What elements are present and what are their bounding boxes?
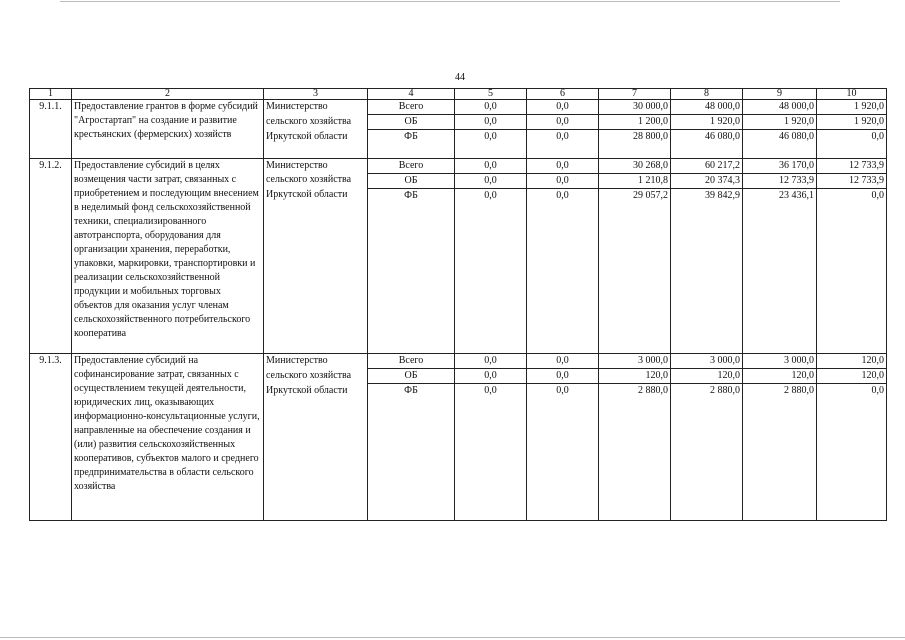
cell-value: 29 057,2 — [599, 188, 671, 354]
cell-value: 0,0 — [455, 158, 527, 173]
cell-value: 46 080,0 — [671, 130, 743, 159]
header-cell: 8 — [671, 89, 743, 100]
cell-value: 0,0 — [527, 354, 599, 369]
cell-value: 28 800,0 — [599, 130, 671, 159]
cell-value: 0,0 — [455, 384, 527, 521]
cell-value: 0,0 — [527, 369, 599, 384]
row-code: 9.1.2. — [30, 158, 72, 354]
row-code: 9.1.1. — [30, 100, 72, 159]
cell-value: 3 000,0 — [671, 354, 743, 369]
header-cell: 1 — [30, 89, 72, 100]
cell-value: 48 000,0 — [671, 100, 743, 115]
cell-value: 120,0 — [671, 369, 743, 384]
scan-edge-bottom — [0, 637, 905, 638]
table-header-row — [30, 89, 887, 100]
cell-value: 46 080,0 — [743, 130, 817, 159]
cell-value: 3 000,0 — [743, 354, 817, 369]
cell-value: 0,0 — [455, 354, 527, 369]
cell-value: 36 170,0 — [743, 158, 817, 173]
row-executor: Министерство — [264, 100, 368, 115]
cell-value: 30 268,0 — [599, 158, 671, 173]
header-cell: 7 — [599, 89, 671, 100]
cell-value: 0,0 — [527, 115, 599, 130]
table-row — [30, 354, 887, 369]
cell-value: 0,0 — [527, 130, 599, 159]
cell-value: 0,0 — [527, 188, 599, 354]
row-source: ОБ — [368, 369, 455, 384]
row-title: Предоставление грантов в форме субсидий "Агростартап" на создание и развитие крестьянских (фермерских) хозяйств — [72, 100, 264, 159]
cell-value: 0,0 — [817, 188, 887, 354]
cell-value: 0,0 — [455, 130, 527, 159]
cell-value: 3 000,0 — [599, 354, 671, 369]
row-executor: Иркутской области — [264, 188, 368, 354]
cell-value: 120,0 — [817, 354, 887, 369]
header-cell: 9 — [743, 89, 817, 100]
cell-value: 0,0 — [455, 369, 527, 384]
budget-table — [29, 88, 887, 521]
cell-value: 1 920,0 — [817, 100, 887, 115]
cell-value: 2 880,0 — [743, 384, 817, 521]
header-cell: 4 — [368, 89, 455, 100]
row-code: 9.1.3. — [30, 354, 72, 521]
cell-value: 0,0 — [455, 115, 527, 130]
row-executor: Иркутской области — [264, 130, 368, 159]
header-cell: 10 — [817, 89, 887, 100]
row-executor: Министерство — [264, 354, 368, 369]
header-cell: 6 — [527, 89, 599, 100]
row-source: ОБ — [368, 173, 455, 188]
cell-value: 2 880,0 — [599, 384, 671, 521]
cell-value: 1 200,0 — [599, 115, 671, 130]
cell-value: 0,0 — [817, 384, 887, 521]
cell-value: 0,0 — [527, 384, 599, 521]
cell-value: 120,0 — [817, 369, 887, 384]
cell-value: 120,0 — [599, 369, 671, 384]
table-row — [30, 158, 887, 173]
cell-value: 0,0 — [527, 158, 599, 173]
row-source: Всего — [368, 354, 455, 369]
header-cell: 5 — [455, 89, 527, 100]
cell-value: 1 920,0 — [743, 115, 817, 130]
cell-value: 12 733,9 — [817, 173, 887, 188]
cell-value: 23 436,1 — [743, 188, 817, 354]
cell-value: 1 920,0 — [817, 115, 887, 130]
cell-value: 60 217,2 — [671, 158, 743, 173]
row-source: ФБ — [368, 130, 455, 159]
cell-value: 0,0 — [455, 100, 527, 115]
row-source: ФБ — [368, 188, 455, 354]
cell-value: 30 000,0 — [599, 100, 671, 115]
row-executor: Иркутской области — [264, 384, 368, 521]
cell-value: 12 733,9 — [817, 158, 887, 173]
cell-value: 0,0 — [455, 173, 527, 188]
row-executor: сельского хозяйства — [264, 115, 368, 130]
cell-value: 39 842,9 — [671, 188, 743, 354]
cell-value: 48 000,0 — [743, 100, 817, 115]
row-source: Всего — [368, 100, 455, 115]
row-title: Предоставление субсидий на софинансирование затрат, связанных с осуществлением текущей деятельности, юридических лиц, оказывающих информационно-консультационные услуги, направленные на обеспечение создания и (или) развития сельскохозяйственных кооперативов, субъектов малого и среднего предпринимательства в области сельского хозяйства — [72, 354, 264, 521]
cell-value: 20 374,3 — [671, 173, 743, 188]
header-cell: 2 — [72, 89, 264, 100]
cell-value: 12 733,9 — [743, 173, 817, 188]
row-executor: Министерство — [264, 158, 368, 173]
row-source: ФБ — [368, 384, 455, 521]
cell-value: 0,0 — [527, 173, 599, 188]
row-source: ОБ — [368, 115, 455, 130]
cell-value: 0,0 — [817, 130, 887, 159]
row-executor: сельского хозяйства — [264, 173, 368, 188]
page-number: 44 — [455, 72, 465, 83]
row-executor: сельского хозяйства — [264, 369, 368, 384]
cell-value: 1 210,8 — [599, 173, 671, 188]
row-source: Всего — [368, 158, 455, 173]
cell-value: 120,0 — [743, 369, 817, 384]
scan-edge-top — [60, 1, 840, 2]
cell-value: 0,0 — [527, 100, 599, 115]
table-row — [30, 100, 887, 115]
cell-value: 1 920,0 — [671, 115, 743, 130]
header-cell: 3 — [264, 89, 368, 100]
cell-value: 2 880,0 — [671, 384, 743, 521]
row-title: Предоставление субсидий в целях возмещения части затрат, связанных с приобретением и последующим внесением в неделимый фонд сельскохозяйственной техники, специализированного автотранспорта, оборудования для организации хранения, переработки, упаковки, маркировки, транспортировки и реализации сельскохозяйственной продукции и мобильных торговых объектов для оказания услуг членам сельскохозяйственного потребительского кооператива — [72, 158, 264, 354]
cell-value: 0,0 — [455, 188, 527, 354]
